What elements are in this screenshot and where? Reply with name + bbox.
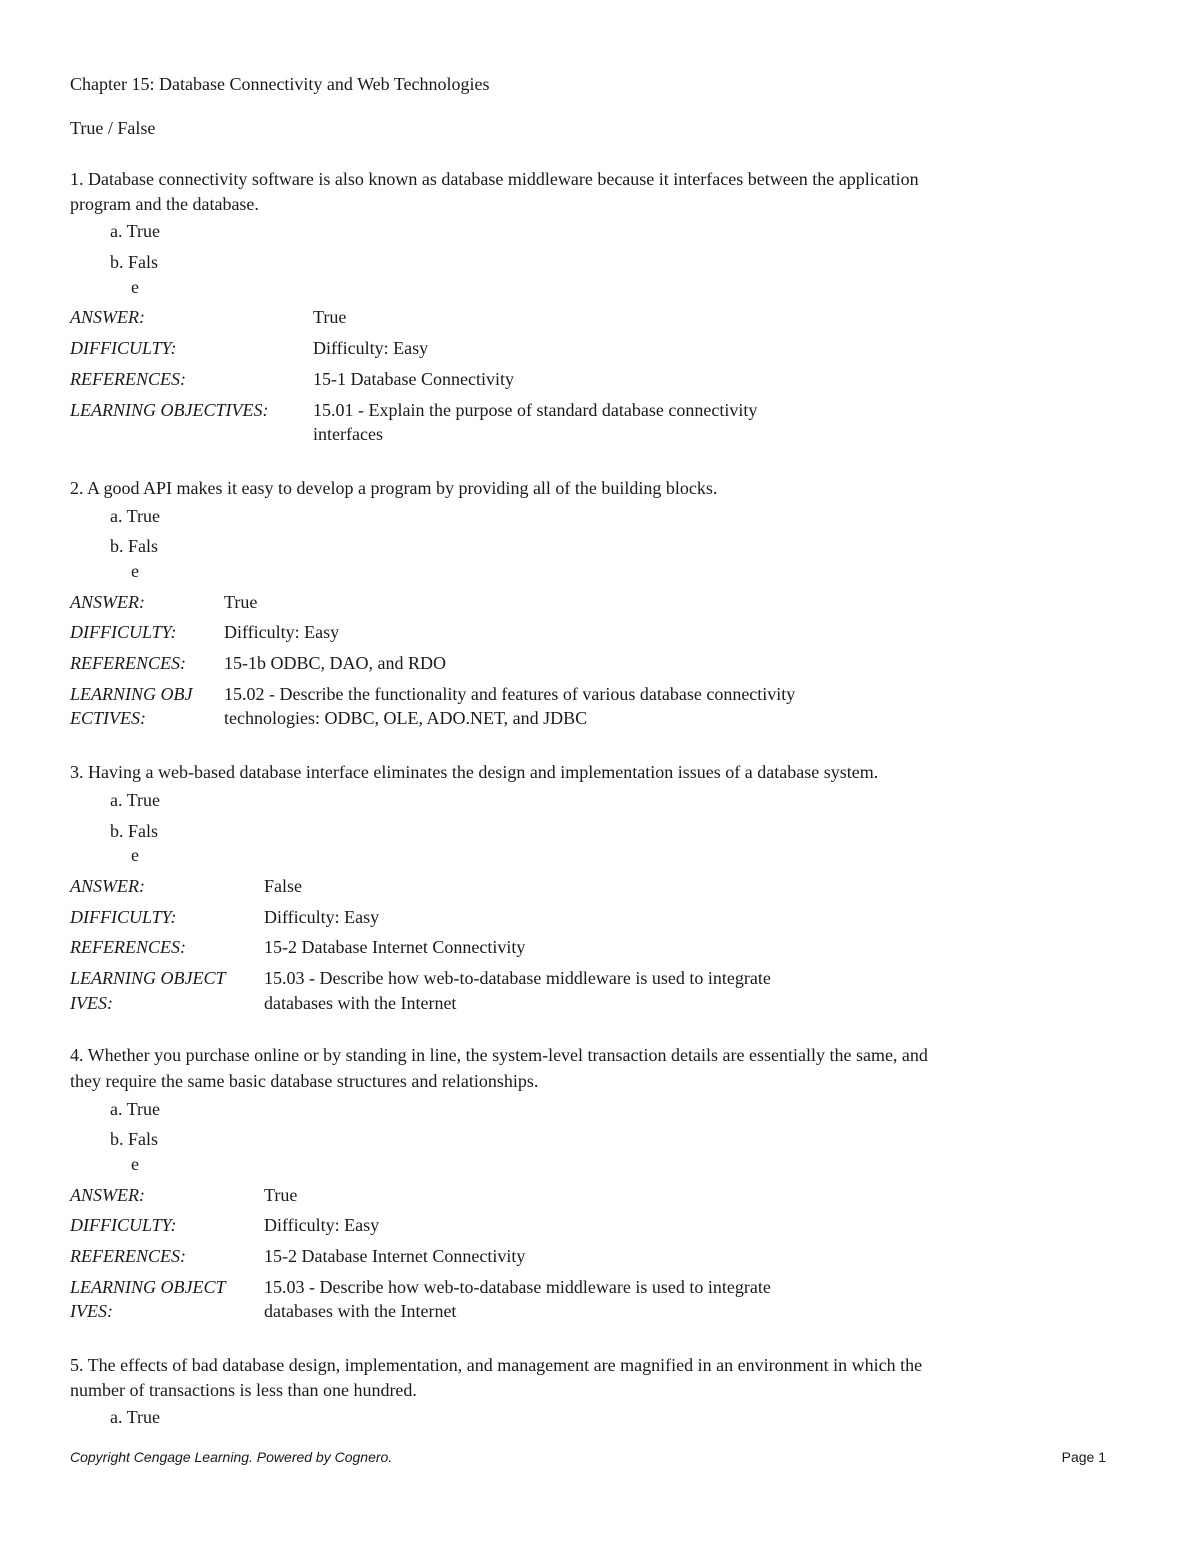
- learning-objectives-value: 15.03 - Describe how web-to-database middleware is used to integrate: [264, 1277, 771, 1297]
- difficulty-value: Difficulty: Easy: [313, 338, 429, 358]
- answer-value: True: [313, 307, 347, 327]
- learning-objectives-label: LEARNING OBJECTIVES:: [70, 400, 269, 420]
- learning-objectives-label-cont: ECTIVES:: [70, 708, 146, 728]
- question-text: 2. A good API makes it easy to develop a program by providing all of the building blocks.: [70, 478, 718, 498]
- question-text: 5. The effects of bad database design, implementation, and management are magnified in an environment in which the: [70, 1355, 923, 1375]
- learning-objectives-value-cont: databases with the Internet: [264, 1301, 457, 1321]
- learning-objectives-value-cont: interfaces: [313, 424, 383, 444]
- option-b: b. Fals: [110, 252, 159, 272]
- difficulty-label: DIFFICULTY:: [70, 622, 177, 642]
- learning-objectives-label-cont: IVES:: [70, 993, 113, 1013]
- difficulty-label: DIFFICULTY:: [70, 907, 177, 927]
- question-text: 4. Whether you purchase online or by standing in line, the system-level transaction details are essentially the same, and: [70, 1045, 928, 1065]
- option-b-cont: e: [131, 561, 139, 581]
- option-b: b. Fals: [110, 536, 159, 556]
- copyright-footer: Copyright Cengage Learning. Powered by Cognero.: [70, 1449, 393, 1465]
- answer-label: ANSWER:: [70, 876, 145, 896]
- references-label: REFERENCES:: [70, 937, 186, 957]
- learning-objectives-value: 15.02 - Describe the functionality and features of various database connectivity: [224, 684, 796, 704]
- question-text-cont: number of transactions is less than one hundred.: [70, 1380, 417, 1400]
- difficulty-value: Difficulty: Easy: [264, 1215, 380, 1235]
- section-heading: True / False: [70, 118, 156, 138]
- learning-objectives-label-cont: IVES:: [70, 1301, 113, 1321]
- page-number: Page 1: [1061, 1449, 1106, 1465]
- learning-objectives-label: LEARNING OBJ: [70, 684, 193, 704]
- references-label: REFERENCES:: [70, 1246, 186, 1266]
- references-value: 15-2 Database Internet Connectivity: [264, 1246, 526, 1266]
- answer-value: True: [264, 1185, 298, 1205]
- references-value: 15-1b ODBC, DAO, and RDO: [224, 653, 446, 673]
- answer-label: ANSWER:: [70, 592, 145, 612]
- option-a: a. True: [110, 221, 161, 241]
- option-a: a. True: [110, 1407, 161, 1427]
- learning-objectives-value: 15.01 - Explain the purpose of standard database connectivity: [313, 400, 758, 420]
- option-b-cont: e: [131, 1154, 139, 1174]
- difficulty-label: DIFFICULTY:: [70, 1215, 177, 1235]
- option-b-cont: e: [131, 845, 139, 865]
- option-a: a. True: [110, 506, 161, 526]
- option-a: a. True: [110, 1099, 161, 1119]
- references-value: 15-1 Database Connectivity: [313, 369, 514, 389]
- answer-label: ANSWER:: [70, 1185, 145, 1205]
- option-b: b. Fals: [110, 1129, 159, 1149]
- learning-objectives-label: LEARNING OBJECT: [70, 968, 226, 988]
- difficulty-label: DIFFICULTY:: [70, 338, 177, 358]
- references-label: REFERENCES:: [70, 653, 186, 673]
- answer-label: ANSWER:: [70, 307, 145, 327]
- answer-value: False: [264, 876, 302, 896]
- question-text-cont: program and the database.: [70, 194, 259, 214]
- learning-objectives-label: LEARNING OBJECT: [70, 1277, 226, 1297]
- references-value: 15-2 Database Internet Connectivity: [264, 937, 526, 957]
- page-title: Chapter 15: Database Connectivity and Web Technologies: [70, 74, 490, 94]
- option-b-cont: e: [131, 277, 139, 297]
- option-b: b. Fals: [110, 821, 159, 841]
- question-text-cont: they require the same basic database structures and relationships.: [70, 1071, 539, 1091]
- learning-objectives-value: 15.03 - Describe how web-to-database middleware is used to integrate: [264, 968, 771, 988]
- learning-objectives-value-cont: databases with the Internet: [264, 993, 457, 1013]
- answer-value: True: [224, 592, 258, 612]
- difficulty-value: Difficulty: Easy: [264, 907, 380, 927]
- learning-objectives-value-cont: technologies: ODBC, OLE, ADO.NET, and JDBC: [224, 708, 588, 728]
- question-text: 1. Database connectivity software is also known as database middleware because it interfaces between the application: [70, 169, 919, 189]
- references-label: REFERENCES:: [70, 369, 186, 389]
- question-text: 3. Having a web-based database interface eliminates the design and implementation issues of a database system.: [70, 762, 879, 782]
- difficulty-value: Difficulty: Easy: [224, 622, 340, 642]
- option-a: a. True: [110, 790, 161, 810]
